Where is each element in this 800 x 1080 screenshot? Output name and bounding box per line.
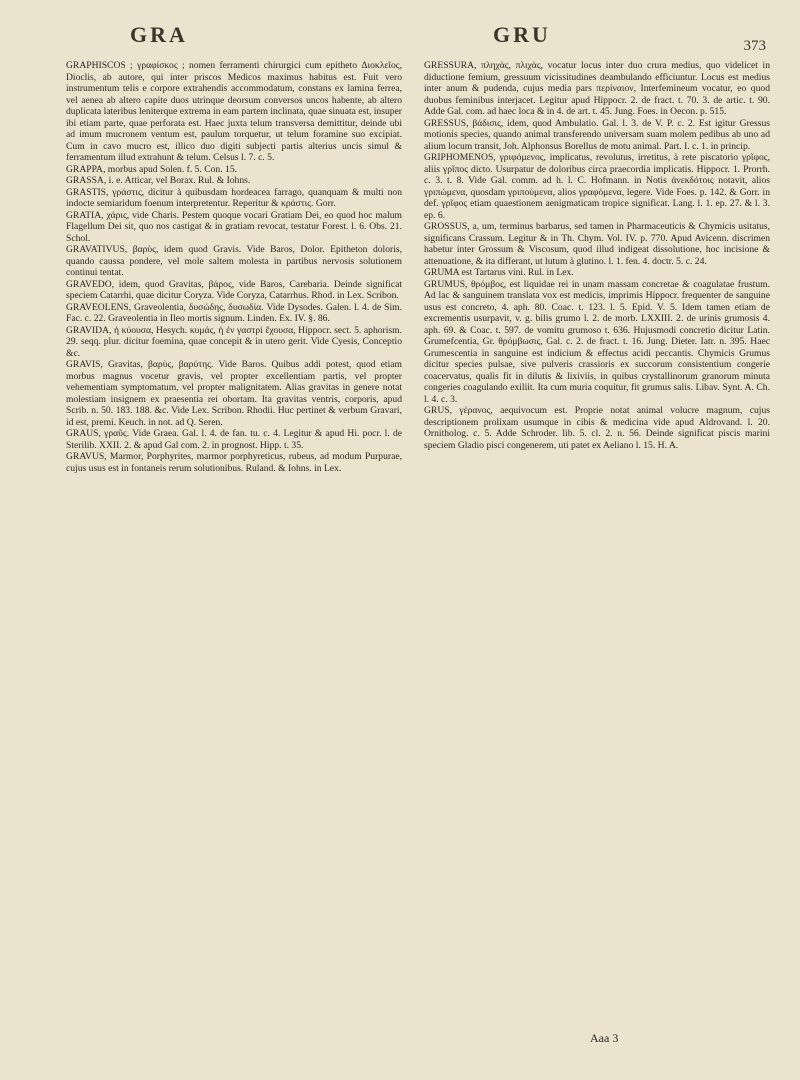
right-running-head: GRU (493, 22, 551, 47)
entry-grumus: GRUMUS, θρόμβος, est liquidae rei in unam massam concretae & coagulatae frustum. Ad lac & sanguinem translata vox est medicis, imprimis Hippocr. frequenter de sanguine usus est concreto, 4. aph. 80. Coac. t. 123. l. 5. Epid. V. 5. Idem tamen etiam de excrementis usurpavit, v. g. bilis grumo l. 2. de morb. LXXIII. 2. de urinis grumosis 4. aph. 69. & Coac. t. 597. de vomitu grumoso t. 636. Hujusmodi concretio dicitur Latin. Grumefcentia, Gr. θρόμβωσις, Gal. c. 2. de fract. t. 16. Jung. Dieter. Iatr. n. 395. Haec Grumescentia in sanguine est indicium & effectus acidi peccantis. Chymicis Grumus dicitur species pulsae, sive pulveris crassioris ex succorum consistentium congerie coacervatus, qualis fit in dilutis & lixiviis, in quibus crystallinorum granorum minuta congeries coagulando exiliit. Ita cum muria coquitur, fit grumus salis. Libav. Synt. A. Ch. l. 4. c. 3. (424, 278, 770, 405)
entry-gravedo: GRAVEDO, idem, quod Gravitas, βάρος, vide Baros, Carebaria. Deinde significat speciem Catarrhi, quae dicitur Coryza. Vide Coryza, Catarrhus. Rhod. in Lex. Scribon. (66, 278, 402, 301)
entry-gravida: GRAVIDA, ἡ κύουσα, Hesych. κυμάς, ἡ ἐν γαστρὶ ἔχουσα, Hippocr. sect. 5. aphorism. 29. seqq. plur. dicitur foemina, quae concepit & in utero gerit. Vide Cyesis, Conceptio &c. (66, 324, 402, 359)
signature-mark: Aaa 3 (590, 1031, 619, 1045)
page-number: 373 (743, 38, 766, 54)
entry-graus: GRAUS, γραῦς. Vide Graea. Gal. l. 4. de fan. tu. c. 4. Legitur & apud Hi. pocr. l. de Sterilib. XXII. 2. & apud Gal com. 2. in prognost. Hipp. t. 35. (66, 428, 402, 451)
entry-grastis: GRASTIS, γράστις, dicitur à quibusdam hordeacea farrago, quanquam & multi non indocte semiaridum foenum interpretentur. Reperitur & κράστις. Gorr. (66, 186, 402, 209)
entry-grus: GRUS, γέρανος, aequivocum est. Proprie notat animal volucre magnum, cujus descriptionem prolixam usumque in cibis & medicina vide apud Aldrovand. l. 20. Ornitholog. c. 5. Adde Schroder. lib. 5. cl. 2. n. 56. Deinde significat piscis marini speciem Gladio pisci congenerem, uti patet ex Aeliano l. 15. H. A. (424, 405, 770, 451)
left-running-head: GRA (130, 22, 188, 47)
right-column (424, 60, 770, 1068)
entry-grappa: GRAPPA, morbus apud Solen. f. 5. Con. 15. (66, 163, 238, 175)
entry-gravativus: GRAVATIVUS, βαρὺς, idem quod Gravis. Vide Baros, Dolor. Epitheton doloris, quando caussa pondere, vel mole saltem molesta in partibus nervosis solutionem continui tentat. (66, 244, 402, 278)
entry-grossus: GROSSUS, a, um, terminus barbarus, sed tamen in Pharmaceuticis & Chymicis usitatus, significans Crassum. Legitur & in Th. Chym. Vol. IV. p. 770. Apud Avicenn. discrimen habetur inter Grossum & Viscosum, quod illud indigeat dissolutione, hoc incisione & attenuatione, & ita differant, ut lutum à glutino. l. 1. fen. 4. doctr. 5. c. 24. (424, 221, 770, 267)
entry-gruma: GRUMA est Tartarus vini. Rul. in Lex. (424, 267, 574, 278)
entry-griphomenos: GRIPHOMENOS, γριφόμενος, implicatus, revolutus, irretitus, à rete piscatorio γρῖφος, aliis γρῖπος dicto. Usurpatur de doloribus circa praecordia implicatis. Hippocr. 1. Prorrh. c. 3. t. 8. Vide Gal. comm. ad h. l. C. Hofmann. in Notis ἀνεκδότοις notavit, alios γριπώμενα, quosdam γριπούμενα, alios γραφόμενα, legere. Vide Foes. p. 142. & Gorr. in def. γρῖφος etiam quaestionem aenigmaticam tropice significat. Lang. l. 1. ep. 27. & l. 3. ep. 6. (424, 152, 770, 221)
entry-grassa: GRASSA, i. e. Atticar, vel Borax. Rul. & Iohns. (66, 175, 251, 186)
entry-graveolens: GRAVEOLENS, Graveolentia, δυσώδης, δυσωδία. Vide Dysodes. Galen. l. 4. de Sim. Fac. c. 22. Graveolentia in Ileo mortis signum. Linden. Ex. IV. §. 86. (66, 301, 402, 324)
entry-gravus: GRAVUS, Marmor, Porphyrites, marmor porphyreticus, rubeus, ad modum Purpurae, cujus usus est in fontaneis rerum solutionibus. Ruland. & Iohns. in Lex. (66, 451, 402, 474)
entry-graphiscos: GRAPHISCOS ; γραφίσκος ; nomen ferramenti chirurgici cum epitheto Διοκλεῖος, Dioclis, ab autore, qui inter priscos Medicos maximus habitus est. Fuit vero instrumentum telis e corpore extrahendis accommodatum, constans ex lamina ferrea, vel aenea ab altero capite duos utrinque deorsum conversos uncos habente, ab altero duplicata lateribus leniterque extrema in eam partem inclinata, quae sinuata est, insuper ibi etiam parte, quae perforata est. Haec juxta telum transversa demittitur, deinde ubi ad imum mucronem ventum est, paulum torquetur, ut telum foramine suo excipiat. Cum in cavo mucro est, illico duo digiti subjecti partis alterius uncis simul & ferramentum illud extrahunt & telum. Celsus l. 7. c. 5. (66, 60, 402, 163)
entry-gressus: GRESSUS, βάδισις, idem, quod Ambulatio. Gal. l. 3. de V. P. c. 2. Est igitur Gressus motionis species, quando animal transferendo universam suam molem pedibus ab uno ad alium locum transit, Joh. Alphonsus Borellus de motu animal. Part. I. c. 1. in princip. (424, 117, 770, 152)
left-column (66, 60, 402, 1068)
entry-gratia: GRATIA, χάρις, vide Charis. Pestem quoque vocari Gratiam Dei, eo quod hoc malum Flagellum Dei sit, quo nos castigat & in gratiam revocat, testatur Forest. l. 6. Obs. 21. Schol. (66, 209, 402, 244)
entry-gravis: GRAVIS, Gravitas, βαρὺς, βαρύτης. Vide Baros. Quibus addi potest, quod etiam morbus magnus vocetur gravis, vel propter excellentiam partis, vel propter vehementiam symptomatum, vel propter malignitatem. Alias gravitas in genere notat molestiam insignem ex praesentia rei obortam. Ita gravitas ventris, corporis, apud Scrib. n. 50. 183. 188. &c. Vide Lex. Scribon. Rhodii. Huc pertinet & verbum Gravari, id est, premi. Keuch. in not. ad Q. Seren. (66, 359, 402, 428)
entry-gressura: GRESSURA, πληχὰς, πλιχὰς, vocatur locus inter duo crura medius, quo videlicet in diductione femium, gressuum vicissitudines deambulando efficiuntur. Locus est medius inter anum & pudenda, cujus media pars περίναιον, Interfemineum vocatur, eo quod duobus feminibus interjacet. Legitur apud Hippocr. 2. de fract. t. 70. 3. de artic. t. 90. Adde Gal. com. ad haec loca & in 4. de art. t. 45. Jung. Foes. in Oecon. p. 515. (424, 60, 770, 117)
